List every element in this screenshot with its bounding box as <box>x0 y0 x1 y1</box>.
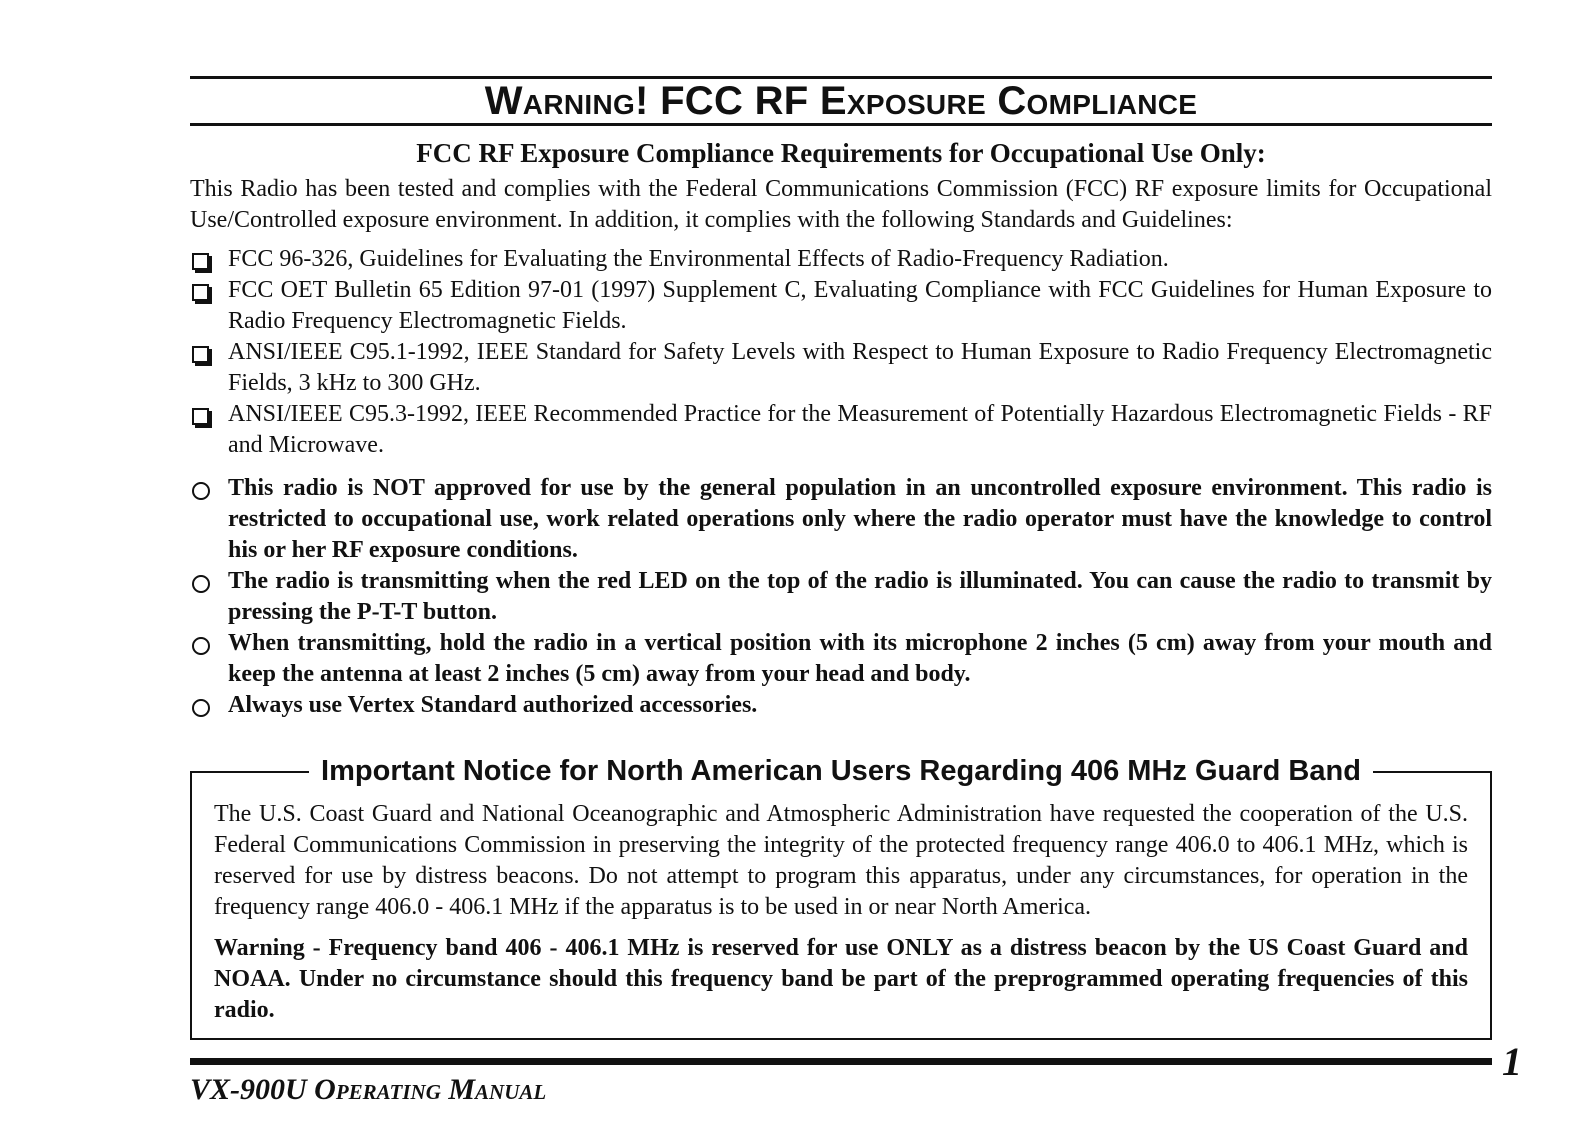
notice-body: The U.S. Coast Guard and National Oceanographic and Atmospheric Administration have requested the cooperation of the U.S. Federal Communications Commission in preserving the integrity of the protected frequency range 406.0 to 406.1 MHz, which is reserved for use by distress beacons. Do not attempt to program this apparatus, under any circumstances, for operation in the frequency range 406.0 - 406.1 MHz if the apparatus is to be used in or near North America. <box>214 801 1468 920</box>
guard-band-notice-box <box>190 755 1492 1040</box>
checkbox-bullet-icon <box>192 253 209 270</box>
checkbox-bullet-icon <box>192 284 209 301</box>
list-item: The radio is transmitting when the red LED on the top of the radio is illuminated. You can cause the radio to transmit by pressing the P-T-T button. <box>190 566 1492 628</box>
list-item: ANSI/IEEE C95.1-1992, IEEE Standard for Safety Levels with Respect to Human Exposure to Radio Frequency Electromagnetic Fields, 3 kHz to 300 GHz. <box>190 337 1492 399</box>
list-item: ANSI/IEEE C95.3-1992, IEEE Recommended Practice for the Measurement of Potentially Hazardous Electromagnetic Fields - RF and Microwave. <box>190 399 1492 461</box>
list-item: FCC OET Bulletin 65 Edition 97-01 (1997) Supplement C, Evaluating Compliance with FCC Guidelines for Human Exposure to Radio Frequency Electromagnetic Fields. <box>190 275 1492 337</box>
circle-bullet-icon <box>192 482 210 500</box>
list-item: When transmitting, hold the radio in a vertical position with its microphone 2 inches (5 cm) away from your mouth and keep the antenna at least 2 inches (5 cm) away from your head and body. <box>190 628 1492 690</box>
notice-title: Important Notice for North American Users Regarding 406 MHz Guard Band <box>309 755 1373 787</box>
checkbox-bullet-icon <box>192 408 209 425</box>
manual-title: VX-900U Operating Manual <box>190 1073 547 1106</box>
list-item: This radio is NOT approved for use by the general population in an uncontrolled exposure environment. This radio is restricted to occupational use, work related operations only where the radio operator must have the knowledge to control his or her RF exposure conditions. <box>190 473 1492 566</box>
footer-rule <box>190 1058 1492 1065</box>
rules-list <box>190 473 1492 721</box>
page-number: 1 <box>1502 1039 1522 1084</box>
circle-bullet-icon <box>192 637 210 655</box>
section-subtitle: FCC RF Exposure Compliance Requirements for Occupational Use Only: <box>416 138 1266 168</box>
standards-list <box>190 244 1492 461</box>
circle-bullet-icon <box>192 699 210 717</box>
circle-bullet-icon <box>192 575 210 593</box>
page-content <box>190 76 1492 1040</box>
list-item: FCC 96-326, Guidelines for Evaluating the Environmental Effects of Radio-Frequency Radiation. <box>190 244 1492 275</box>
page-title: Warning! FCC RF Exposure Compliance <box>484 79 1198 123</box>
list-item: Always use Vertex Standard authorized accessories. <box>190 690 1492 721</box>
intro-paragraph: This Radio has been tested and complies with the Federal Communications Commission (FCC) RF exposure limits for Occupational Use/Controlled exposure environment. In addition, it complies with the following Standards and Guidelines: <box>190 176 1492 233</box>
notice-warning: Warning - Frequency band 406 - 406.1 MHz is reserved for use ONLY as a distress beacon by the US Coast Guard and NOAA. Under no circumstance should this frequency band be part of the preprogrammed operating frequencies of this radio. <box>214 935 1468 1023</box>
header-bottom-rule <box>190 123 1492 126</box>
checkbox-bullet-icon <box>192 346 209 363</box>
